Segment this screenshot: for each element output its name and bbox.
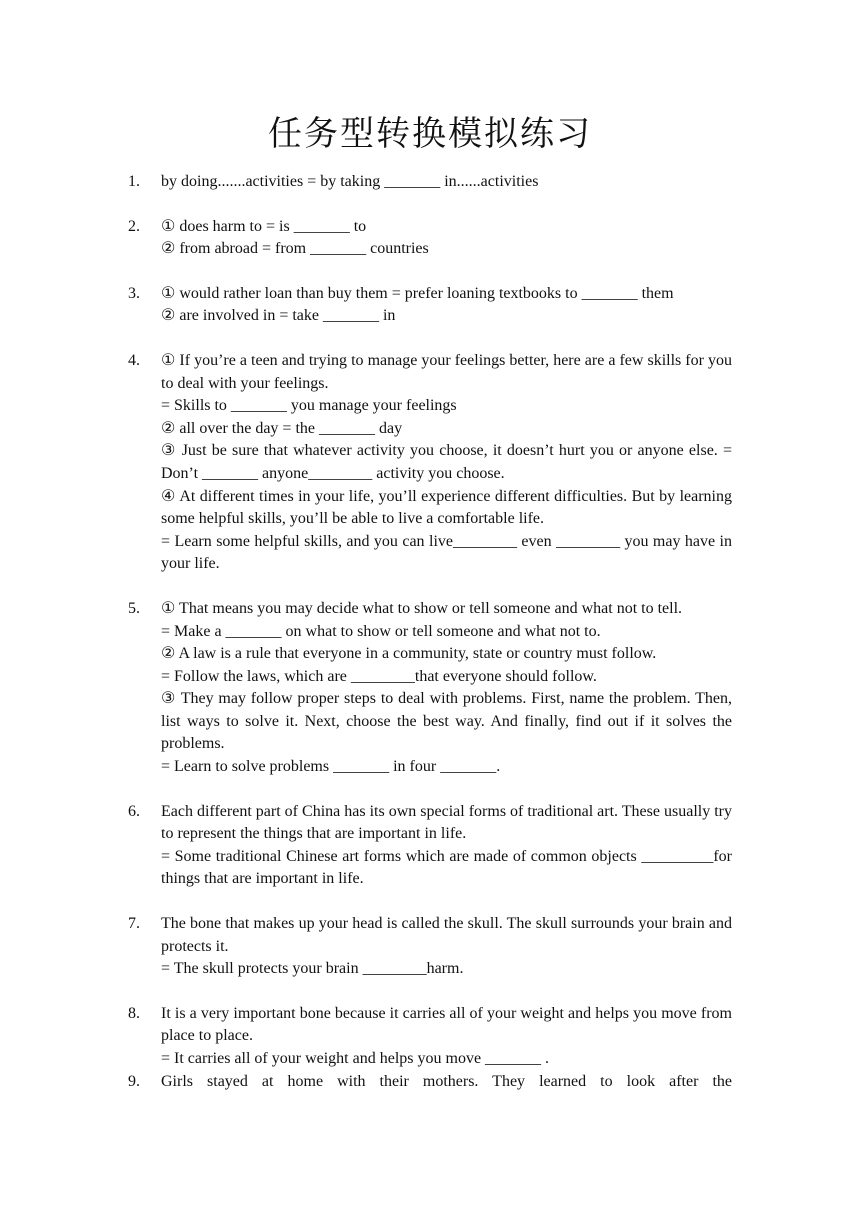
item-line: ② all over the day = the _______ day: [161, 419, 403, 437]
item-number: 2.: [128, 217, 140, 235]
exercise-item-6: [0, 801, 860, 891]
exercise-item-7: [0, 913, 860, 981]
exercise-item-5: [0, 598, 860, 779]
item-line: by doing.......activities = by taking _______ in......activities: [161, 173, 539, 190]
item-line: ② are involved in = take _______ in: [161, 307, 396, 325]
item-line: = The skull protects your brain ________harm.: [161, 960, 464, 978]
exercise-list: [0, 171, 860, 1115]
item-line: The bone that makes up your head is called the skull. The skull surrounds your brain and protects it.: [161, 915, 732, 955]
item-number: 9.: [128, 1072, 140, 1090]
item-number: 6.: [128, 802, 140, 820]
exercise-item-9: [0, 1071, 860, 1094]
item-line: = Some traditional Chinese art forms which are made of common objects _________for things that are important in life.: [161, 847, 732, 888]
item-line: ④ At different times in your life, you’ll experience different difficulties. But by learning some helpful skills, you’ll be able to live a comfortable life.: [161, 487, 732, 528]
item-number: 7.: [128, 915, 140, 933]
exercise-item-3: [0, 283, 860, 328]
item-line: It is a very important bone because it carries all of your weight and helps you move from place to place.: [161, 1004, 732, 1045]
exercise-item-4: [0, 350, 860, 576]
item-line: = Follow the laws, which are ________that everyone should follow.: [161, 667, 597, 685]
exercise-item-8: [0, 1003, 860, 1071]
item-number: 3.: [128, 284, 140, 302]
item-line: ① That means you may decide what to show or tell someone and what not to tell.: [161, 599, 683, 617]
item-line: = Make a _______ on what to show or tell someone and what not to.: [161, 622, 601, 640]
item-line: ① would rather loan than buy them = prefer loaning textbooks to _______ them: [161, 284, 674, 302]
exercise-item-2: [0, 216, 860, 261]
item-line: ③ They may follow proper steps to deal with problems. First, name the problem. Then, list ways to solve it. Next, choose the best way. And finally, find out if it solves the problems.: [161, 690, 732, 753]
exercise-item-1: [0, 171, 860, 194]
item-number: 8.: [128, 1004, 140, 1022]
item-line: = It carries all of your weight and helps you move _______ .: [161, 1050, 550, 1067]
item-line: Each different part of China has its own special forms of traditional art. These usually try to represent the things that are important in life.: [161, 802, 732, 843]
item-line: ① does harm to = is _______ to: [161, 217, 367, 235]
item-number: 1.: [128, 173, 140, 190]
item-line: = Learn to solve problems _______ in four _______.: [161, 758, 501, 776]
item-number: 5.: [128, 599, 140, 617]
item-line: ② A law is a rule that everyone in a community, state or country must follow.: [161, 645, 657, 663]
item-line: ① If you’re a teen and trying to manage your feelings better, here are a few skills for you to deal with your feelings.: [161, 351, 732, 392]
item-line: Girls stayed at home with their mothers. They learned to look after the: [161, 1072, 732, 1090]
item-line: ③ Just be sure that whatever activity you choose, it doesn’t hurt you or anyone else. = Don’t _______ anyone________ activity you choose.: [161, 442, 732, 482]
item-number: 4.: [128, 351, 140, 369]
item-line: ② from abroad = from _______ countries: [161, 240, 429, 258]
item-line: = Skills to _______ you manage your feelings: [161, 397, 457, 415]
item-line: = Learn some helpful skills, and you can live________ even ________ you may have in your life.: [161, 532, 732, 573]
page-title: 任务型转换模拟练习: [268, 114, 592, 154]
